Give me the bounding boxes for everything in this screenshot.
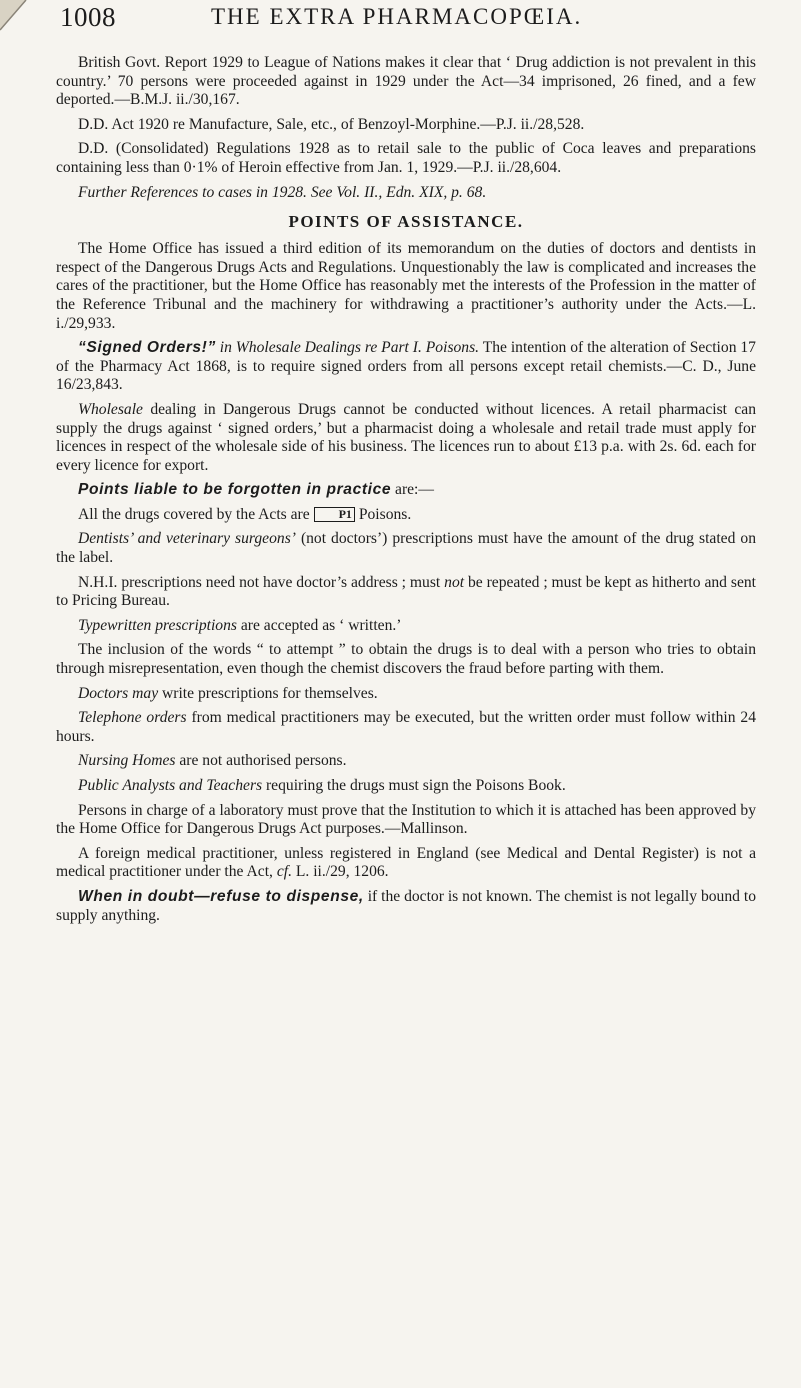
further-references-text: Further References to cases in 1928. See Vol. II., Edn. XIX, p. 68. [78,183,487,201]
nursing-lead: Nursing Homes [78,752,176,770]
typewritten-lead: Typewritten prescriptions [78,616,237,634]
point-laboratory: Persons in charge of a laboratory must prove that the Institution to which it is attached has been approved by the Home Office for Dangerous Drugs Act purposes.—Mallinson. [56,801,756,838]
nhi-not: not [444,573,465,591]
page-number: 1008 [60,2,116,32]
point-foreign [56,845,756,882]
point-typewritten [56,617,756,636]
dentists-text: (not doctors’) prescriptions must have the amount of the drug stated on the label. [56,530,756,567]
signed-orders-text: The intention of the alteration of Section 17 of the Pharmacy Act 1868, is to require signed orders from all persons except retail chemists.—C. D., June 16/23,843. [56,339,756,394]
telephone-text: from medical practitioners may be executed, but the written order must follow within 24 hours. [56,709,756,745]
doctors-text: write prescriptions for themselves. [158,684,378,702]
public-lead: Public Analysts and Teachers [78,777,263,794]
all-drugs-text: All the drugs covered by the Acts are [78,505,314,523]
wholesale-paragraph [56,401,756,475]
point-doubt [56,888,756,925]
nursing-text: are not authorised persons. [175,752,347,770]
all-drugs-suffix: Poisons. [354,505,412,523]
nhi-suffix: be repeated ; must be kept as hitherto and sent to Pricing Bureau. [56,573,756,610]
doubt-text: if the doctor is not known. The chemist is not legally bound to supply anything. [56,887,756,924]
page-header [56,0,756,54]
typewritten-text: are accepted as ‘ written.’ [236,616,402,634]
telephone-lead: Telephone orders [78,709,187,727]
reference-dd-act-1920: D.D. Act 1920 re Manufacture, Sale, etc., of Benzoyl-Morphine.—P.J. ii./28,528. [78,115,585,133]
public-text: requiring the drugs must sign the Poisons Book. [262,777,566,794]
wholesale-lead: Wholesale [78,400,143,418]
point-dentists [56,530,756,567]
foreign-suffix: L. ii./29, 1206. [291,863,389,881]
points-heading-suffix: are:— [391,481,434,499]
p1-poison-badge: P1 [314,507,355,522]
reference-further [56,184,756,203]
foreign-text: A foreign medical practitioner, unless registered in England (see Medical and Dental Register) is not a medical practitioner under the Act, [56,844,756,881]
foreign-cf: cf. [276,863,292,881]
signed-orders-lead: “Signed Orders!” [78,339,216,357]
running-title: THE EXTRA PHARMACOPŒIA. [211,4,583,29]
reference-govt-report: British Govt. Report 1929 to League of Nations makes it clear that ‘ Drug addiction is not prevalent in this country.’ 70 persons were proceeded against in 1929 under the Act—34 imprisoned, 26 fined, and a few deported.—B.M.J. ii./30,167. [56,54,756,109]
point-nhi [56,574,756,611]
points-heading-label: Points liable to be forgotten in practice [78,481,392,499]
point-telephone [56,709,756,746]
page-corner-mark [0,0,40,40]
point-doctors [56,685,756,704]
point-nursing [56,752,756,771]
dentists-lead: Dentists’ and veterinary surgeons’ [78,530,296,548]
home-office-memorandum: The Home Office has issued a third edition of its memorandum on the duties of doctors and dentists in respect of the Dangerous Drugs Acts and Regulations. Unquestionably the law is complicated and increases the cares of the practitioner, but the Home Office has reasonably met the interests of the Profession in the matter of the Reference Tribunal and the machinery for withdrawing a practitioner’s authority under the Acts.—L. i./29,933. [56,240,756,332]
doubt-lead: When in doubt—refuse to dispense, [78,887,364,905]
point-inclusion: The inclusion of the words “ to attempt ” to obtain the drugs is to deal with a person who tries to obtain through misrepresentation, even though the chemist discovers the fraud before parting with them. [56,641,756,678]
point-all-drugs [56,506,756,525]
reference-dd-regulations-1928: D.D. (Consolidated) Regulations 1928 as to retail sale to the public of Coca leaves and preparations containing less than 0·1% of Heroin effective from Jan. 1, 1929.—P.J. ii./28,604. [56,140,756,176]
section-title: POINTS OF ASSISTANCE. [288,212,524,232]
point-public-analysts [56,777,756,796]
signed-orders-in: in [215,339,236,357]
wholesale-text: dealing in Dangerous Drugs cannot be conducted without licences. A retail pharmacist can supply the drugs against ‘ signed orders,’ but a pharmacist doing a wholesale and retail trade must apply for licences in respect of the wholesale side of his business. The licences run to about £13 p.a. with 2s. 6d. each for every licence for export. [56,400,756,474]
nhi-text: N.H.I. prescriptions need not have doctor’s address ; must [78,573,445,591]
signed-orders-paragraph [56,339,756,395]
doctors-lead: Doctors may [78,684,159,702]
points-heading [56,481,756,500]
signed-orders-subject: Wholesale Dealings re Part I. Poisons. [235,339,480,357]
